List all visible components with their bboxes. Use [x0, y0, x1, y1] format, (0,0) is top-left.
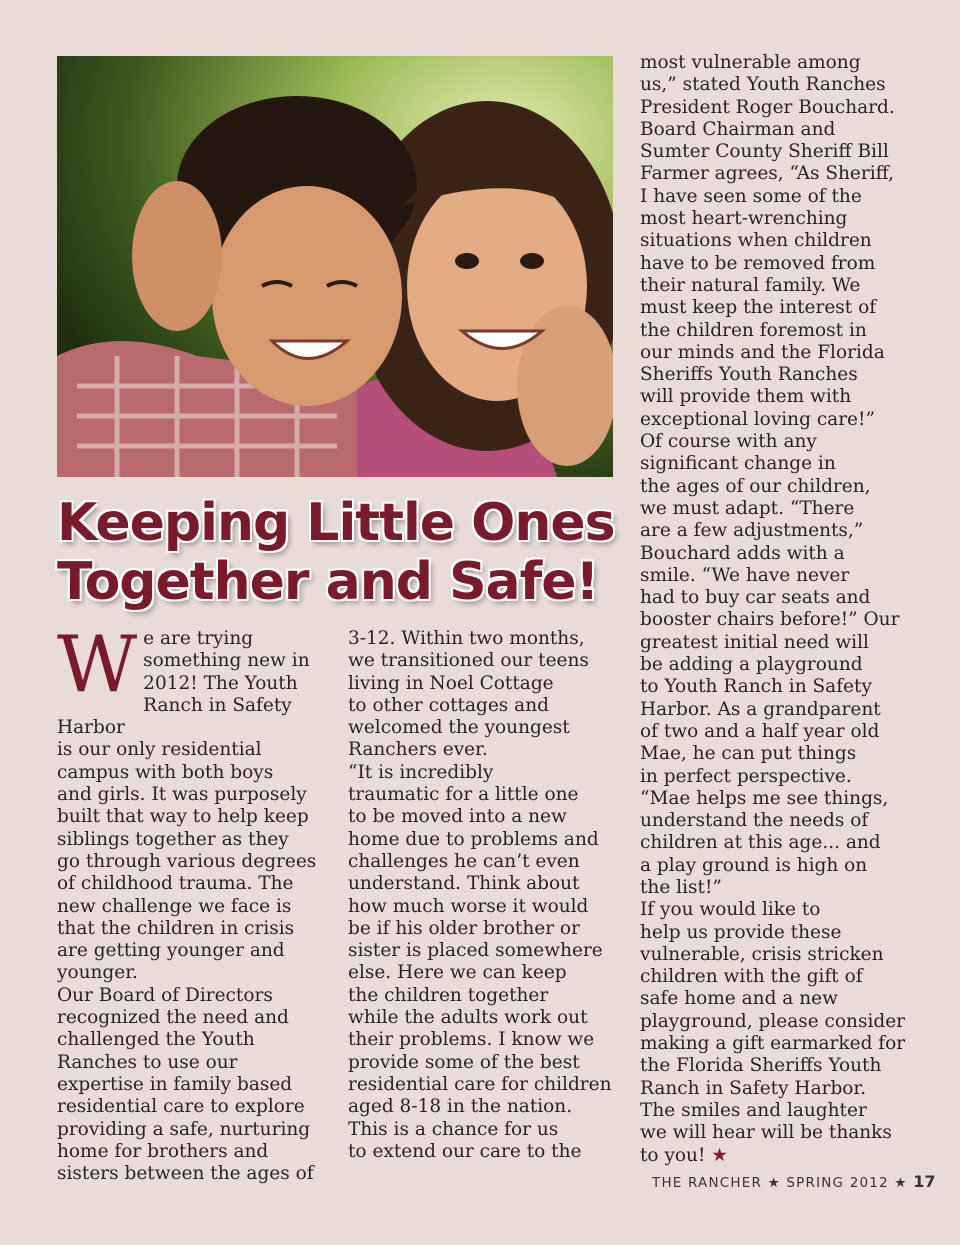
separator-star-icon: ★ [767, 1175, 781, 1191]
children-photo [57, 56, 613, 477]
publication-name: THE RANCHER [652, 1175, 763, 1191]
page-number: 17 [913, 1172, 936, 1191]
drop-cap: W [57, 620, 138, 710]
headline: Keeping Little Ones Together and Safe! [57, 493, 615, 612]
issue-date: SPRING 2012 [786, 1175, 889, 1191]
children-photo-icon [57, 56, 613, 477]
page-footer [652, 1172, 935, 1191]
article-column-3 [640, 52, 940, 1167]
column-1-text: e are trying something new in 2012! The Youth Ranch in Safety Harbor is our only residential campus with both boys and girls. It was purposely built that way to help keep siblings together as they go through various degrees of childhood trauma. The new challenge we face is that the children in crisis are getting younger and younger. Our Board of Directors recognized the need and challenged the Youth Ranches to use our expertise in family based residential care to explore providing a safe, nurturing home for brothers and sisters between the ages of [57, 628, 317, 1185]
separator-star-icon: ★ [894, 1175, 908, 1191]
article-column-2: 3-12. Within two months, we transitioned our teens living in Noel Cottage to other cottages and welcomed the youngest Ranchers ever. “It is incredibly traumatic for a little one to be moved into a new home due to problems and challenges he can’t even understand. Think about how much worse it would be if his older brother or sister is placed somewhere else. Here we can keep the children together while the adults work out their problems. I know we provide some of the best residential care for children aged 8-18 in the nation. This is a chance for us to extend our care to the [348, 628, 612, 1162]
end-star-icon: ★ [711, 1144, 728, 1166]
column-3-text: most vulnerable among us,” stated Youth Ranches President Roger Bouchard. Board Chairman and Sumter County Sheriff Bill Farmer agrees, “As Sheriff, I have seen some of the most heart-wrenching situations when children have to be removed from their natural family. We must keep the interest of the children foremost in our minds and the Florida Sheriffs Youth Ranches will provide them with exceptional loving care!” Of course with any significant change in the ages of our children, we must adapt. “There are a few adjustments,” Bouchard adds with a smile. “We have never had to buy car seats and booster chairs before!” Our greatest initial need will be adding a playground to Youth Ranch in Safety Harbor. As a grandparent of two and a half year old Mae, he can put things in perfect perspective. “Mae helps me see things, understand the needs of children at this age... and a play ground is high on the list!” If you would like to help us provide these vulnerable, crisis stricken children with the gift of safe home and a new playground, please consider making a gift earmarked for the Florida Sheriffs Youth Ranch in Safety Harbor. The smiles and laughter we will hear will be thanks to you! [640, 52, 906, 1166]
article-column-1 [57, 620, 327, 1185]
